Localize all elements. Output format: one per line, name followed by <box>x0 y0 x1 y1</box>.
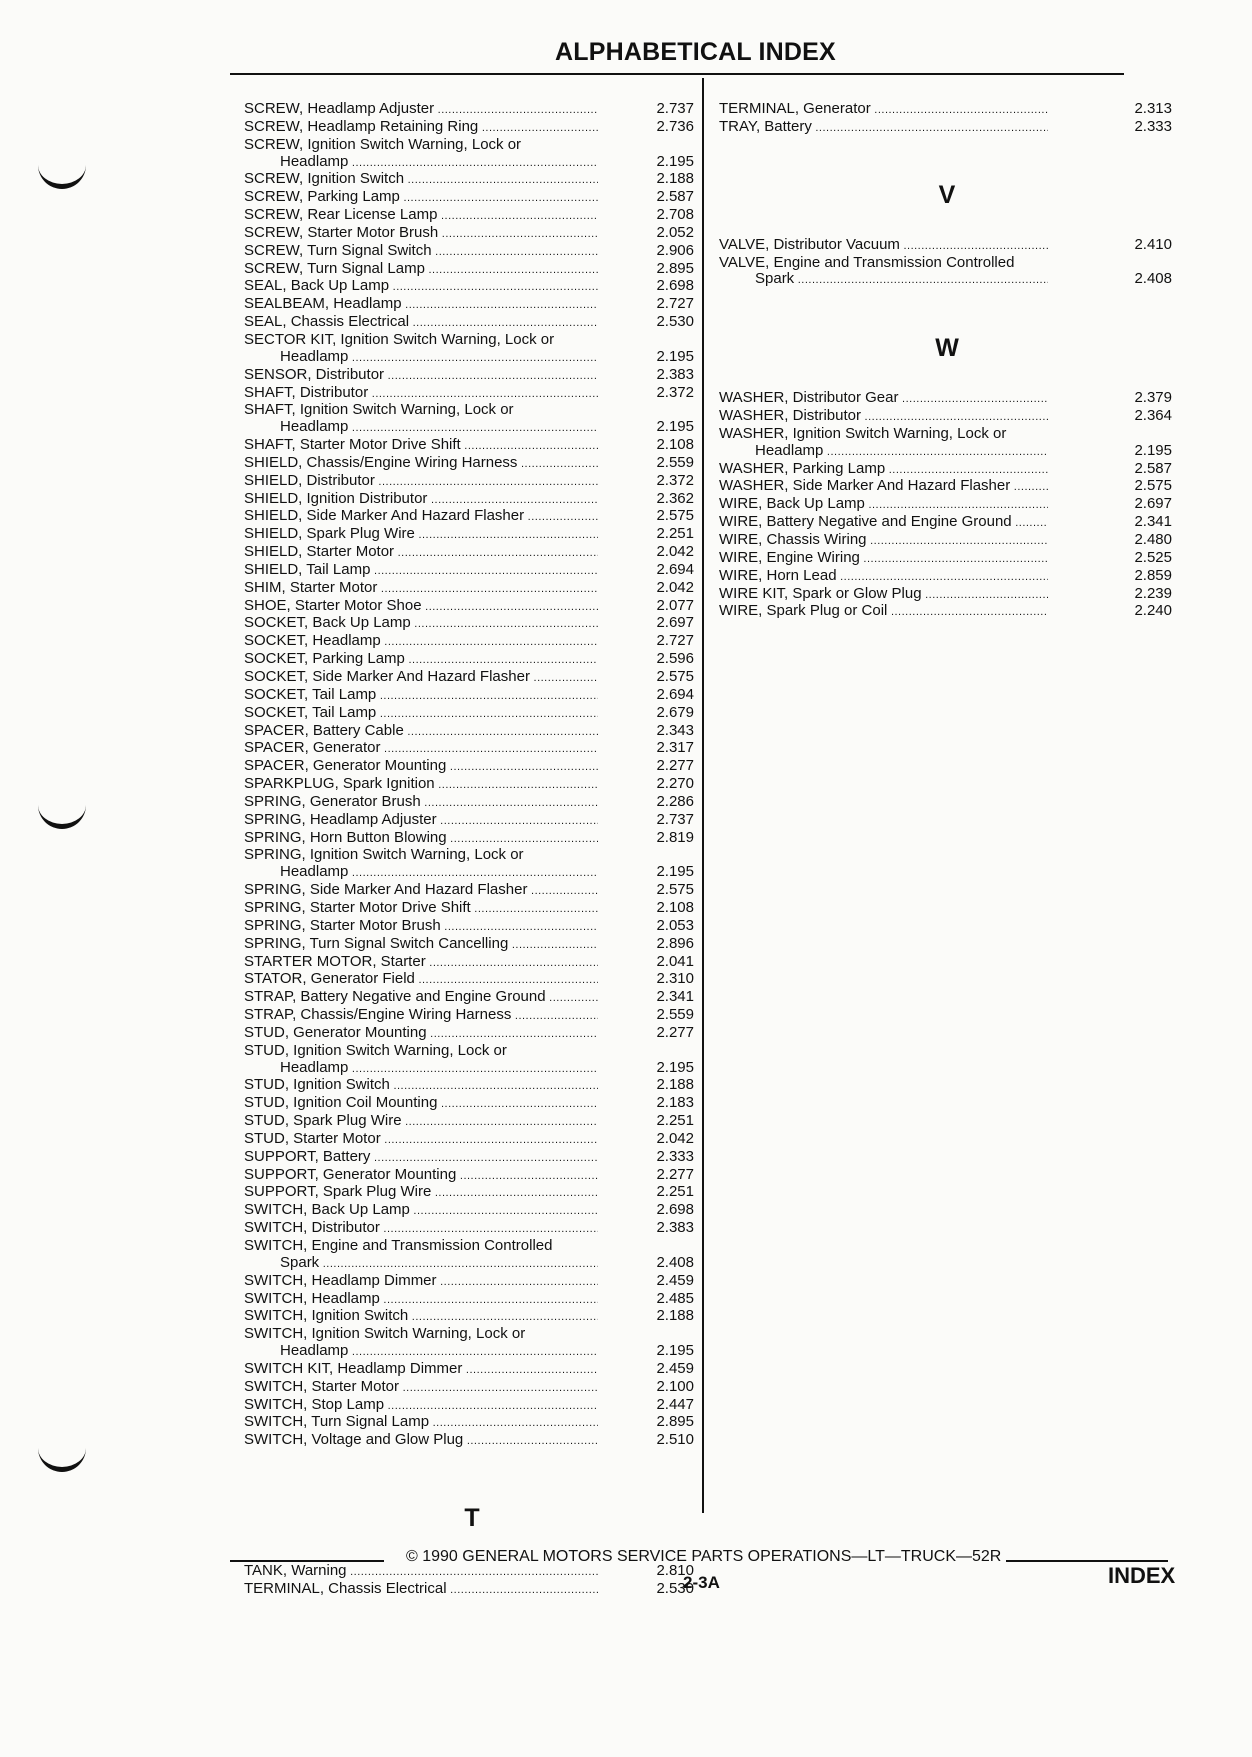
t-entries-continued <box>719 101 1172 137</box>
index-entry <box>244 936 694 954</box>
entry-page-ref: 2.559 <box>656 1006 694 1024</box>
index-entry <box>244 1043 694 1078</box>
entry-page-ref: 2.270 <box>656 775 694 793</box>
entry-page-ref: 2.379 <box>1134 389 1172 407</box>
entry-page-ref: 2.530 <box>656 313 694 331</box>
entry-page-ref: 2.485 <box>656 1289 694 1307</box>
index-entry <box>244 812 694 830</box>
index-entry <box>244 225 694 243</box>
entry-label: SCREW, Rear License Lamp ..... <box>244 207 598 225</box>
index-entry <box>244 455 694 473</box>
entry-page-ref: 2.575 <box>656 668 694 685</box>
entry-label: SENSOR, Distributor ..... <box>244 367 598 385</box>
entry-label: SECTOR KIT, Ignition Switch Warning, Lock or <box>244 330 555 348</box>
index-entry <box>244 598 694 616</box>
index-entry <box>244 1432 694 1450</box>
index-entry <box>719 550 1172 568</box>
index-entry <box>244 562 694 580</box>
entry-page-ref: 2.447 <box>656 1395 694 1413</box>
entry-label: SEAL, Back Up Lamp ..... <box>244 278 598 296</box>
entry-label: SWITCH, Ignition Switch ..... <box>244 1308 598 1326</box>
index-entry <box>244 971 694 989</box>
page-title: ALPHABETICAL INDEX <box>555 38 836 66</box>
footer-rule-left <box>230 1560 384 1562</box>
index-entry <box>719 101 1172 119</box>
entry-label-continuation: Headlamp ..... <box>244 419 598 437</box>
entry-label-continuation: Headlamp ..... <box>244 1060 598 1078</box>
index-entry <box>244 119 694 137</box>
entry-label: SHAFT, Ignition Switch Warning, Lock or <box>244 401 514 419</box>
index-entry <box>244 437 694 455</box>
index-entry <box>244 1397 694 1415</box>
entry-page-ref: 2.480 <box>1134 530 1172 548</box>
entry-page-ref: 2.195 <box>656 152 694 170</box>
entry-label: WASHER, Side Marker And Hazard Flasher ..... <box>719 478 1048 496</box>
index-entry <box>719 237 1172 255</box>
index-entry <box>244 794 694 812</box>
entry-label: SOCKET, Tail Lamp ..... <box>244 687 598 705</box>
entry-label: SPACER, Battery Cable ..... <box>244 723 598 741</box>
entry-page-ref: 2.697 <box>656 614 694 632</box>
entry-page-ref: 2.698 <box>656 1201 694 1219</box>
entry-page-ref: 2.188 <box>656 170 694 188</box>
entry-page-ref: 2.559 <box>656 453 694 471</box>
index-entry <box>244 243 694 261</box>
index-entry <box>244 261 694 279</box>
entry-label: SOCKET, Tail Lamp ..... <box>244 705 598 723</box>
entry-page-ref: 2.679 <box>656 703 694 721</box>
index-entry <box>244 651 694 669</box>
entry-label-continuation: Headlamp ..... <box>244 349 598 367</box>
entry-label-continuation: Headlamp ..... <box>719 443 1048 461</box>
entry-label: SEALBEAM, Headlamp ..... <box>244 296 598 314</box>
entry-page-ref: 2.277 <box>656 757 694 775</box>
entry-label: SHIELD, Side Marker And Hazard Flasher ..... <box>244 508 598 526</box>
entry-page-ref: 2.240 <box>1134 602 1172 620</box>
entry-page-ref: 2.251 <box>656 525 694 543</box>
index-entry <box>719 478 1172 496</box>
index-entry <box>244 314 694 332</box>
entry-label: SWITCH, Ignition Switch Warning, Lock or <box>244 1325 526 1343</box>
index-entry <box>244 137 694 172</box>
index-entry <box>719 390 1172 408</box>
entry-label: SHIELD, Distributor ..... <box>244 473 598 491</box>
index-entry <box>244 918 694 936</box>
index-entry <box>244 367 694 385</box>
index-entry <box>719 119 1172 137</box>
entry-page-ref: 2.041 <box>656 952 694 970</box>
entry-page-ref: 2.052 <box>656 223 694 241</box>
index-entry <box>244 580 694 598</box>
entry-page-ref: 2.183 <box>656 1094 694 1112</box>
index-entry <box>244 101 694 119</box>
index-entry <box>244 740 694 758</box>
section-name: INDEX <box>1108 1563 1176 1588</box>
entry-page-ref: 2.575 <box>656 507 694 525</box>
entry-page-ref: 2.341 <box>656 988 694 1006</box>
entry-label: STRAP, Battery Negative and Engine Ground ..... <box>244 989 598 1007</box>
index-entry <box>244 385 694 403</box>
entry-label: VALVE, Distributor Vacuum ..... <box>719 237 1048 255</box>
entry-label: STRAP, Chassis/Engine Wiring Harness ..... <box>244 1007 598 1025</box>
entry-page-ref: 2.239 <box>1134 584 1172 602</box>
entry-page-ref: 2.383 <box>656 365 694 383</box>
index-entry <box>719 514 1172 532</box>
index-entry <box>244 723 694 741</box>
index-entry <box>244 847 694 882</box>
entry-page-ref: 2.195 <box>656 418 694 436</box>
index-entry <box>244 1077 694 1095</box>
entry-label: TANK, Warning ..... <box>244 1563 598 1581</box>
entry-label-continuation: Headlamp ..... <box>244 154 598 172</box>
entry-page-ref: 2.459 <box>656 1271 694 1289</box>
entry-page-ref: 2.708 <box>656 206 694 224</box>
entry-page-ref: 2.694 <box>656 685 694 703</box>
index-entry <box>244 473 694 491</box>
entry-page-ref: 2.525 <box>1134 548 1172 566</box>
index-entry <box>244 758 694 776</box>
entry-label: SCREW, Starter Motor Brush ..... <box>244 225 598 243</box>
entry-page-ref: 2.195 <box>656 347 694 365</box>
entry-page-ref: 2.859 <box>1134 566 1172 584</box>
index-entry <box>244 633 694 651</box>
index-entry <box>244 402 694 437</box>
entry-label: STUD, Ignition Switch ..... <box>244 1077 598 1095</box>
entry-label: SOCKET, Parking Lamp ..... <box>244 651 598 669</box>
index-entry <box>244 189 694 207</box>
entry-page-ref: 2.277 <box>656 1165 694 1183</box>
entry-label: TRAY, Battery ..... <box>719 119 1048 137</box>
index-entry <box>244 1581 694 1599</box>
entry-label: TERMINAL, Generator ..... <box>719 101 1048 119</box>
index-entry <box>719 426 1172 461</box>
entry-label: STUD, Ignition Switch Warning, Lock or <box>244 1041 507 1059</box>
entry-page-ref: 2.737 <box>656 810 694 828</box>
index-entry <box>244 900 694 918</box>
entry-page-ref: 2.195 <box>1134 441 1172 459</box>
index-entry <box>244 1025 694 1043</box>
entry-label: SCREW, Ignition Switch Warning, Lock or <box>244 135 522 153</box>
index-entry <box>244 1414 694 1432</box>
index-entry <box>244 1379 694 1397</box>
entry-page-ref: 2.510 <box>656 1431 694 1449</box>
entry-page-ref: 2.343 <box>656 721 694 739</box>
index-column-left <box>244 101 694 1599</box>
index-entry <box>244 882 694 900</box>
entry-page-ref: 2.195 <box>656 1058 694 1076</box>
index-entry <box>244 171 694 189</box>
entry-label: SWITCH, Voltage and Glow Plug ..... <box>244 1432 598 1450</box>
index-entry <box>244 1361 694 1379</box>
entry-page-ref: 2.698 <box>656 277 694 295</box>
entry-label-continuation: Spark ..... <box>244 1255 598 1273</box>
entry-label: SWITCH, Back Up Lamp ..... <box>244 1202 598 1220</box>
entry-page-ref: 2.895 <box>656 259 694 277</box>
entry-page-ref: 2.575 <box>1134 477 1172 495</box>
binder-hole-mark <box>38 160 86 189</box>
entry-label: SWITCH, Engine and Transmission Controlled <box>244 1237 553 1254</box>
entry-label: STUD, Generator Mounting ..... <box>244 1025 598 1043</box>
entry-page-ref: 2.530 <box>656 1579 694 1597</box>
entry-label: SPRING, Headlamp Adjuster ..... <box>244 812 598 830</box>
entry-page-ref: 2.053 <box>656 916 694 934</box>
index-entry <box>244 1238 694 1273</box>
index-entry <box>719 408 1172 426</box>
index-entry <box>244 705 694 723</box>
entry-page-ref: 2.383 <box>656 1219 694 1237</box>
index-entry <box>244 207 694 225</box>
entry-label: SPRING, Generator Brush ..... <box>244 794 598 812</box>
entry-label: WIRE, Spark Plug or Coil ..... <box>719 603 1048 621</box>
entry-page-ref: 2.100 <box>656 1377 694 1395</box>
entry-page-ref: 2.896 <box>656 934 694 952</box>
entry-label: SCREW, Turn Signal Lamp ..... <box>244 261 598 279</box>
entry-label: SCREW, Turn Signal Switch ..... <box>244 243 598 261</box>
index-entry <box>244 989 694 1007</box>
entry-page-ref: 2.251 <box>656 1183 694 1201</box>
entry-page-ref: 2.108 <box>656 898 694 916</box>
index-entry <box>719 255 1172 290</box>
entry-label: SHOE, Starter Motor Shoe ..... <box>244 598 598 616</box>
entry-label: WIRE KIT, Spark or Glow Plug ..... <box>719 586 1048 604</box>
entry-label: SHIELD, Starter Motor ..... <box>244 544 598 562</box>
entry-label: WIRE, Back Up Lamp ..... <box>719 496 1048 514</box>
entry-page-ref: 2.042 <box>656 1129 694 1147</box>
entry-page-ref: 2.188 <box>656 1076 694 1094</box>
entry-page-ref: 2.317 <box>656 739 694 757</box>
entry-label: SWITCH, Headlamp Dimmer ..... <box>244 1273 598 1291</box>
entry-label: SWITCH, Starter Motor ..... <box>244 1379 598 1397</box>
entry-page-ref: 2.372 <box>656 383 694 401</box>
entry-label: WASHER, Parking Lamp ..... <box>719 461 1048 479</box>
entry-page-ref: 2.575 <box>656 881 694 899</box>
column-divider <box>702 78 704 1513</box>
entry-page-ref: 2.596 <box>656 650 694 668</box>
entry-label: SCREW, Headlamp Retaining Ring ..... <box>244 119 598 137</box>
entry-page-ref: 2.108 <box>656 436 694 454</box>
index-entry <box>244 1007 694 1025</box>
index-entry <box>244 1308 694 1326</box>
entry-page-ref: 2.819 <box>656 828 694 846</box>
entry-page-ref: 2.697 <box>1134 495 1172 513</box>
entry-label-continuation: Spark ..... <box>719 271 1048 289</box>
entry-label: WIRE, Chassis Wiring ..... <box>719 532 1048 550</box>
index-entry <box>244 1220 694 1238</box>
index-entry <box>244 776 694 794</box>
entry-page-ref: 2.286 <box>656 792 694 810</box>
entry-label: SCREW, Ignition Switch ..... <box>244 171 598 189</box>
index-entry <box>244 687 694 705</box>
entry-page-ref: 2.042 <box>656 543 694 561</box>
entry-page-ref: 2.195 <box>656 1342 694 1360</box>
entry-label: STATOR, Generator Field ..... <box>244 971 598 989</box>
index-entry <box>244 332 694 367</box>
footer-rule-right <box>1006 1560 1168 1562</box>
index-entry <box>244 615 694 633</box>
entry-label: WASHER, Distributor ..... <box>719 408 1048 426</box>
entry-page-ref: 2.736 <box>656 117 694 135</box>
index-entry <box>244 830 694 848</box>
index-entry <box>244 508 694 526</box>
entry-label: SPARKPLUG, Spark Ignition ..... <box>244 776 598 794</box>
index-entry <box>244 491 694 509</box>
entry-label: WASHER, Ignition Switch Warning, Lock or <box>719 424 1007 442</box>
entry-page-ref: 2.313 <box>1134 100 1172 117</box>
entry-page-ref: 2.195 <box>656 863 694 881</box>
entry-page-ref: 2.459 <box>656 1359 694 1377</box>
index-entry <box>719 532 1172 550</box>
index-entry <box>719 496 1172 514</box>
w-entries <box>719 390 1172 621</box>
index-entry <box>244 1167 694 1185</box>
entry-label: SUPPORT, Generator Mounting ..... <box>244 1167 598 1185</box>
entry-label: SPRING, Horn Button Blowing ..... <box>244 830 598 848</box>
entry-label: SHIM, Starter Motor ..... <box>244 580 598 598</box>
entry-label-continuation: Headlamp ..... <box>244 1343 598 1361</box>
entry-page-ref: 2.364 <box>1134 407 1172 425</box>
index-entry <box>244 296 694 314</box>
entry-label: SHIELD, Chassis/Engine Wiring Harness ..... <box>244 455 598 473</box>
entry-label-continuation: Headlamp ..... <box>244 864 598 882</box>
entry-label: WIRE, Engine Wiring ..... <box>719 550 1048 568</box>
entry-label: SPRING, Starter Motor Drive Shift ..... <box>244 900 598 918</box>
footer-copyright: © 1990 GENERAL MOTORS SERVICE PARTS OPERATIONS—LT—TRUCK—52R <box>406 1548 1002 1565</box>
entry-label: SCREW, Parking Lamp ..... <box>244 189 598 207</box>
entry-page-ref: 2.333 <box>1134 117 1172 135</box>
entry-label: STUD, Ignition Coil Mounting ..... <box>244 1095 598 1113</box>
section-letter-v: V <box>938 180 956 209</box>
entry-label: SHIELD, Tail Lamp ..... <box>244 562 598 580</box>
index-entry <box>244 669 694 687</box>
index-entry <box>719 603 1172 621</box>
entry-label: SOCKET, Side Marker And Hazard Flasher ..... <box>244 669 598 687</box>
index-entry <box>244 1273 694 1291</box>
entry-page-ref: 2.587 <box>1134 459 1172 477</box>
index-entry <box>244 1326 694 1361</box>
index-entry <box>244 544 694 562</box>
entry-label: SPACER, Generator Mounting ..... <box>244 758 598 776</box>
index-column-right <box>719 101 1172 621</box>
entry-label: SWITCH, Headlamp ..... <box>244 1291 598 1309</box>
index-entry <box>719 461 1172 479</box>
entry-page-ref: 2.310 <box>656 970 694 988</box>
index-entry <box>244 954 694 972</box>
entry-page-ref: 2.333 <box>656 1147 694 1165</box>
entry-label: SPRING, Side Marker And Hazard Flasher ..... <box>244 882 598 900</box>
entry-label: SUPPORT, Battery ..... <box>244 1149 598 1167</box>
entry-page-ref: 2.906 <box>656 241 694 259</box>
index-entry <box>244 1184 694 1202</box>
entry-label: VALVE, Engine and Transmission Controlled <box>719 253 1015 271</box>
entry-label: SHAFT, Starter Motor Drive Shift ..... <box>244 437 598 455</box>
entry-label: STUD, Spark Plug Wire ..... <box>244 1113 598 1131</box>
entry-label: SOCKET, Back Up Lamp ..... <box>244 615 598 633</box>
entry-label: SHAFT, Distributor ..... <box>244 385 598 403</box>
entry-label: SWITCH, Stop Lamp ..... <box>244 1397 598 1415</box>
entry-label: WIRE, Horn Lead ..... <box>719 568 1048 586</box>
entry-label: SEAL, Chassis Electrical ..... <box>244 314 598 332</box>
v-entries <box>719 237 1172 290</box>
entry-page-ref: 2.408 <box>656 1253 694 1271</box>
section-letter-w: W <box>935 334 959 363</box>
index-entry <box>244 1113 694 1131</box>
entry-page-ref: 2.372 <box>656 471 694 489</box>
entry-label: TERMINAL, Chassis Electrical ..... <box>244 1581 598 1599</box>
entry-label: WIRE, Battery Negative and Engine Ground ..... <box>719 514 1048 532</box>
entry-label: WASHER, Distributor Gear ..... <box>719 390 1048 408</box>
index-entry <box>719 568 1172 586</box>
entry-label: SHIELD, Spark Plug Wire ..... <box>244 526 598 544</box>
entry-page-ref: 2.410 <box>1134 235 1172 253</box>
entry-label: SWITCH, Distributor ..... <box>244 1220 598 1238</box>
entry-page-ref: 2.408 <box>1134 270 1172 288</box>
index-entry <box>244 1149 694 1167</box>
entry-label: SPRING, Turn Signal Switch Cancelling ..... <box>244 936 598 954</box>
entry-page-ref: 2.362 <box>656 489 694 507</box>
entry-page-ref: 2.251 <box>656 1112 694 1130</box>
entry-page-ref: 2.341 <box>1134 513 1172 531</box>
entry-label: SWITCH, Turn Signal Lamp ..... <box>244 1414 598 1432</box>
entry-label: SCREW, Headlamp Adjuster ..... <box>244 101 598 119</box>
entry-page-ref: 2.727 <box>656 632 694 650</box>
section-letter-t: T <box>464 1504 480 1533</box>
index-entry <box>244 1291 694 1309</box>
page-number: 2-3A <box>683 1573 720 1592</box>
binder-hole-mark <box>38 1443 86 1472</box>
entry-label: SUPPORT, Spark Plug Wire ..... <box>244 1184 598 1202</box>
entry-label: SOCKET, Headlamp ..... <box>244 633 598 651</box>
entry-page-ref: 2.077 <box>656 596 694 614</box>
entry-label: STUD, Starter Motor ..... <box>244 1131 598 1149</box>
header-rule <box>230 73 1124 75</box>
entry-label: STARTER MOTOR, Starter ..... <box>244 954 598 972</box>
binder-hole-mark <box>38 800 86 829</box>
entry-page-ref: 2.694 <box>656 560 694 578</box>
entry-page-ref: 2.277 <box>656 1023 694 1041</box>
index-entry <box>719 586 1172 604</box>
t-entries <box>244 1563 694 1599</box>
s-entries <box>244 101 694 1450</box>
index-entry <box>244 1095 694 1113</box>
entry-label: SPRING, Starter Motor Brush ..... <box>244 918 598 936</box>
entry-label: SPACER, Generator ..... <box>244 740 598 758</box>
index-entry <box>244 278 694 296</box>
index-entry <box>244 526 694 544</box>
entry-label: SWITCH KIT, Headlamp Dimmer ..... <box>244 1361 598 1379</box>
entry-label: SPRING, Ignition Switch Warning, Lock or <box>244 846 524 864</box>
entry-page-ref: 2.895 <box>656 1413 694 1431</box>
entry-page-ref: 2.042 <box>656 578 694 596</box>
entry-page-ref: 2.587 <box>656 188 694 206</box>
entry-page-ref: 2.737 <box>656 100 694 117</box>
entry-page-ref: 2.188 <box>656 1307 694 1325</box>
entry-page-ref: 2.727 <box>656 295 694 313</box>
entry-page-ref: 2.810 <box>656 1562 694 1580</box>
entry-label: SHIELD, Ignition Distributor ..... <box>244 491 598 509</box>
index-entry <box>244 1202 694 1220</box>
index-entry <box>244 1131 694 1149</box>
